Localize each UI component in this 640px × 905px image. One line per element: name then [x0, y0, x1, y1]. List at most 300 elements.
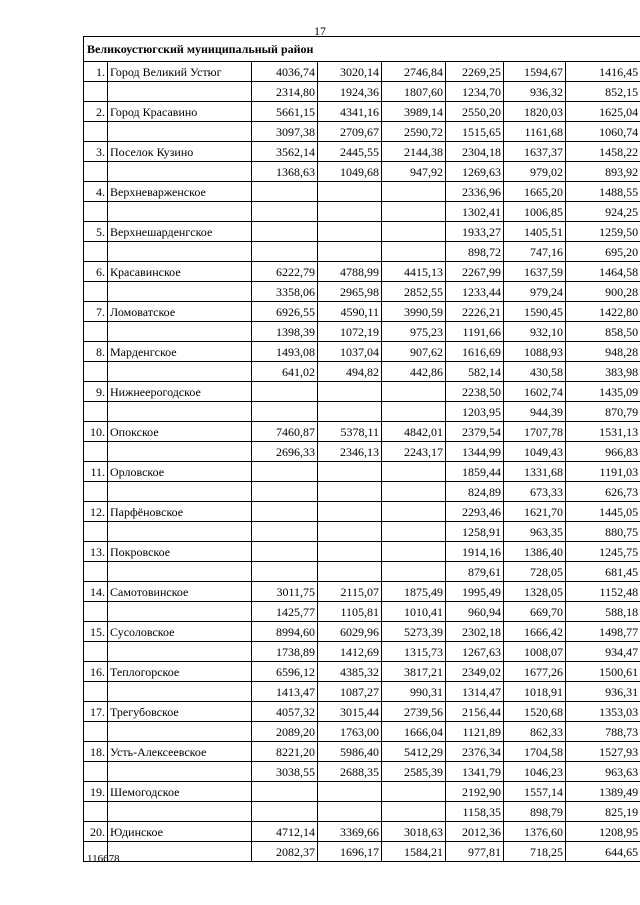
- value-cell: 1315,73: [382, 642, 446, 662]
- value-cell: 2585,39: [382, 762, 446, 782]
- value-cell: 2550,20: [446, 102, 504, 122]
- value-cell: 1161,68: [504, 122, 566, 142]
- value-cell: 1738,89: [252, 642, 318, 662]
- row-index: 18.: [84, 742, 108, 762]
- document-code: 116678: [87, 853, 120, 865]
- value-cell: 1416,45: [566, 62, 640, 82]
- settlement-name: [108, 562, 252, 582]
- value-cell: 2192,90: [446, 782, 504, 802]
- value-cell: 1413,47: [252, 682, 318, 702]
- value-cell: 862,33: [504, 722, 566, 742]
- page-number: 17: [314, 24, 326, 38]
- value-cell: [252, 382, 318, 402]
- table-row: [84, 462, 640, 482]
- value-cell: 1344,99: [446, 442, 504, 462]
- value-cell: 1621,70: [504, 502, 566, 522]
- settlement-name: Покровское: [108, 542, 252, 562]
- row-index: [84, 802, 108, 822]
- value-cell: [252, 182, 318, 202]
- value-cell: 2226,21: [446, 302, 504, 322]
- value-cell: [318, 222, 382, 242]
- value-cell: 979,24: [504, 282, 566, 302]
- value-cell: 641,02: [252, 362, 318, 382]
- value-cell: 1234,70: [446, 82, 504, 102]
- value-cell: 1245,75: [566, 542, 640, 562]
- row-index: 13.: [84, 542, 108, 562]
- value-cell: 582,14: [446, 362, 504, 382]
- settlement-name: Опокское: [108, 422, 252, 442]
- settlement-name: Юдинское: [108, 822, 252, 842]
- section-title: Великоустюгский муниципальный район: [84, 37, 640, 62]
- value-cell: 1203,95: [446, 402, 504, 422]
- value-cell: 1704,58: [504, 742, 566, 762]
- table-row: [84, 62, 640, 82]
- settlement-name: [108, 802, 252, 822]
- settlement-name: Орловское: [108, 462, 252, 482]
- table-row: [84, 182, 640, 202]
- value-cell: 1006,85: [504, 202, 566, 222]
- row-index: 6.: [84, 262, 108, 282]
- value-cell: 2302,18: [446, 622, 504, 642]
- settlement-name: [108, 162, 252, 182]
- table-row-secondary: [84, 562, 640, 582]
- value-cell: 2243,17: [382, 442, 446, 462]
- value-cell: [252, 202, 318, 222]
- value-cell: 4712,14: [252, 822, 318, 842]
- value-cell: [382, 182, 446, 202]
- value-cell: [252, 522, 318, 542]
- row-index: [84, 202, 108, 222]
- settlement-name: Самотовинское: [108, 582, 252, 602]
- value-cell: 2349,02: [446, 662, 504, 682]
- value-cell: 718,25: [504, 842, 566, 862]
- value-cell: 966,83: [566, 442, 640, 462]
- value-cell: 1191,66: [446, 322, 504, 342]
- value-cell: 1590,45: [504, 302, 566, 322]
- row-index: 17.: [84, 702, 108, 722]
- value-cell: 1527,93: [566, 742, 640, 762]
- value-cell: 1445,05: [566, 502, 640, 522]
- value-cell: 907,62: [382, 342, 446, 362]
- value-cell: 7460,87: [252, 422, 318, 442]
- value-cell: 1425,77: [252, 602, 318, 622]
- value-cell: [318, 782, 382, 802]
- value-cell: 747,16: [504, 242, 566, 262]
- table-row: [84, 662, 640, 682]
- value-cell: [318, 382, 382, 402]
- value-cell: 1087,27: [318, 682, 382, 702]
- value-cell: 2293,46: [446, 502, 504, 522]
- table-row: [84, 822, 640, 842]
- value-cell: [382, 202, 446, 222]
- value-cell: 430,58: [504, 362, 566, 382]
- tariff-table: [83, 36, 640, 862]
- value-cell: 900,28: [566, 282, 640, 302]
- value-cell: 6596,12: [252, 662, 318, 682]
- row-index: [84, 682, 108, 702]
- settlement-name: [108, 642, 252, 662]
- value-cell: 2115,07: [318, 582, 382, 602]
- value-cell: 2314,80: [252, 82, 318, 102]
- value-cell: 824,89: [446, 482, 504, 502]
- value-cell: 5986,40: [318, 742, 382, 762]
- value-cell: 898,79: [504, 802, 566, 822]
- section-header-row: [84, 37, 640, 62]
- value-cell: [252, 562, 318, 582]
- settlement-name: Шемогодское: [108, 782, 252, 802]
- row-index: [84, 82, 108, 102]
- value-cell: 1049,43: [504, 442, 566, 462]
- settlement-name: [108, 242, 252, 262]
- value-cell: [318, 462, 382, 482]
- value-cell: 1875,49: [382, 582, 446, 602]
- value-cell: [318, 242, 382, 262]
- settlement-name: Теплогорское: [108, 662, 252, 682]
- value-cell: [382, 462, 446, 482]
- table-row-secondary: [84, 842, 640, 862]
- value-cell: 932,10: [504, 322, 566, 342]
- value-cell: 5273,39: [382, 622, 446, 642]
- table-row: [84, 142, 640, 162]
- value-cell: [318, 502, 382, 522]
- value-cell: 1677,26: [504, 662, 566, 682]
- value-cell: 1584,21: [382, 842, 446, 862]
- row-index: [84, 522, 108, 542]
- row-index: 1.: [84, 62, 108, 82]
- value-cell: 979,02: [504, 162, 566, 182]
- value-cell: 947,92: [382, 162, 446, 182]
- settlement-name: [108, 722, 252, 742]
- value-cell: [382, 222, 446, 242]
- row-index: [84, 242, 108, 262]
- value-cell: 1594,67: [504, 62, 566, 82]
- value-cell: 880,75: [566, 522, 640, 542]
- value-cell: 2346,13: [318, 442, 382, 462]
- value-cell: 990,31: [382, 682, 446, 702]
- value-cell: [382, 522, 446, 542]
- row-index: 16.: [84, 662, 108, 682]
- settlement-name: [108, 402, 252, 422]
- value-cell: 2379,54: [446, 422, 504, 442]
- row-index: 4.: [84, 182, 108, 202]
- value-cell: 1807,60: [382, 82, 446, 102]
- value-cell: 5378,11: [318, 422, 382, 442]
- value-cell: [382, 502, 446, 522]
- value-cell: 669,70: [504, 602, 566, 622]
- value-cell: 5412,29: [382, 742, 446, 762]
- row-index: [84, 162, 108, 182]
- settlement-name: Красавинское: [108, 262, 252, 282]
- value-cell: 1302,41: [446, 202, 504, 222]
- value-cell: 1707,78: [504, 422, 566, 442]
- value-cell: 5661,15: [252, 102, 318, 122]
- table-row: [84, 102, 640, 122]
- value-cell: 2304,18: [446, 142, 504, 162]
- value-cell: 1820,03: [504, 102, 566, 122]
- value-cell: 1637,37: [504, 142, 566, 162]
- value-cell: 1515,65: [446, 122, 504, 142]
- value-cell: 1405,51: [504, 222, 566, 242]
- value-cell: 825,19: [566, 802, 640, 822]
- value-cell: 1859,44: [446, 462, 504, 482]
- value-cell: 2965,98: [318, 282, 382, 302]
- table-row: [84, 742, 640, 762]
- value-cell: [382, 482, 446, 502]
- row-index: 19.: [84, 782, 108, 802]
- settlement-name: Нижнеерогодское: [108, 382, 252, 402]
- table-row: [84, 622, 640, 642]
- settlement-name: [108, 282, 252, 302]
- value-cell: 1422,80: [566, 302, 640, 322]
- value-cell: 1121,89: [446, 722, 504, 742]
- table-row-secondary: [84, 642, 640, 662]
- table-row: [84, 422, 640, 442]
- settlement-name: [108, 522, 252, 542]
- value-cell: [252, 782, 318, 802]
- value-cell: 1435,09: [566, 382, 640, 402]
- table-row-secondary: [84, 122, 640, 142]
- table-row-secondary: [84, 802, 640, 822]
- value-cell: 588,18: [566, 602, 640, 622]
- row-index: [84, 642, 108, 662]
- row-index: 10.: [84, 422, 108, 442]
- value-cell: 2709,67: [318, 122, 382, 142]
- value-cell: [382, 802, 446, 822]
- table-row-secondary: [84, 282, 640, 302]
- table-row-secondary: [84, 762, 640, 782]
- value-cell: 1010,41: [382, 602, 446, 622]
- value-cell: [252, 502, 318, 522]
- value-cell: 1208,95: [566, 822, 640, 842]
- value-cell: 1018,91: [504, 682, 566, 702]
- table-row-secondary: [84, 442, 640, 462]
- row-index: [84, 282, 108, 302]
- value-cell: 1158,35: [446, 802, 504, 822]
- table-row: [84, 302, 640, 322]
- value-cell: 494,82: [318, 362, 382, 382]
- value-cell: 934,47: [566, 642, 640, 662]
- value-cell: [318, 482, 382, 502]
- table-row: [84, 222, 640, 242]
- value-cell: 4341,16: [318, 102, 382, 122]
- value-cell: 8994,60: [252, 622, 318, 642]
- value-cell: 2144,38: [382, 142, 446, 162]
- value-cell: 1072,19: [318, 322, 382, 342]
- value-cell: 3562,14: [252, 142, 318, 162]
- settlement-name: Марденгское: [108, 342, 252, 362]
- value-cell: 1933,27: [446, 222, 504, 242]
- value-cell: 1666,04: [382, 722, 446, 742]
- value-cell: [252, 462, 318, 482]
- value-cell: 2852,55: [382, 282, 446, 302]
- table-row-secondary: [84, 162, 640, 182]
- row-index: 11.: [84, 462, 108, 482]
- row-index: 7.: [84, 302, 108, 322]
- table-row: [84, 782, 640, 802]
- value-cell: 2746,84: [382, 62, 446, 82]
- settlement-name: Сусоловское: [108, 622, 252, 642]
- value-cell: 442,86: [382, 362, 446, 382]
- value-cell: 1046,23: [504, 762, 566, 782]
- value-cell: 1498,77: [566, 622, 640, 642]
- value-cell: 728,05: [504, 562, 566, 582]
- value-cell: 644,65: [566, 842, 640, 862]
- row-index: 12.: [84, 502, 108, 522]
- table-row: [84, 342, 640, 362]
- value-cell: [252, 402, 318, 422]
- row-index: [84, 442, 108, 462]
- row-index: [84, 322, 108, 342]
- value-cell: 1616,69: [446, 342, 504, 362]
- value-cell: [252, 802, 318, 822]
- table-row-secondary: [84, 322, 640, 342]
- value-cell: 1763,00: [318, 722, 382, 742]
- value-cell: 898,72: [446, 242, 504, 262]
- value-cell: 1191,03: [566, 462, 640, 482]
- row-index: [84, 122, 108, 142]
- value-cell: 6926,55: [252, 302, 318, 322]
- value-cell: [252, 542, 318, 562]
- settlement-name: Парфёновское: [108, 502, 252, 522]
- value-cell: 1267,63: [446, 642, 504, 662]
- table-row-secondary: [84, 522, 640, 542]
- value-cell: 1389,49: [566, 782, 640, 802]
- table-row-secondary: [84, 602, 640, 622]
- value-cell: 4036,74: [252, 62, 318, 82]
- value-cell: 1386,40: [504, 542, 566, 562]
- settlement-name: Поселок Кузино: [108, 142, 252, 162]
- value-cell: 1666,42: [504, 622, 566, 642]
- value-cell: 1233,44: [446, 282, 504, 302]
- value-cell: 3011,75: [252, 582, 318, 602]
- value-cell: 1625,04: [566, 102, 640, 122]
- value-cell: [382, 782, 446, 802]
- settlement-name: [108, 762, 252, 782]
- table-row: [84, 262, 640, 282]
- value-cell: 626,73: [566, 482, 640, 502]
- settlement-name: Трегубовское: [108, 702, 252, 722]
- value-cell: 4057,32: [252, 702, 318, 722]
- settlement-name: Верхнешарденгское: [108, 222, 252, 242]
- value-cell: 1008,07: [504, 642, 566, 662]
- value-cell: 4842,01: [382, 422, 446, 442]
- value-cell: [318, 522, 382, 542]
- settlement-name: [108, 442, 252, 462]
- row-index: 15.: [84, 622, 108, 642]
- table-row-secondary: [84, 202, 640, 222]
- value-cell: 695,20: [566, 242, 640, 262]
- value-cell: 1258,91: [446, 522, 504, 542]
- value-cell: 2336,96: [446, 182, 504, 202]
- value-cell: 3369,66: [318, 822, 382, 842]
- value-cell: 1995,49: [446, 582, 504, 602]
- value-cell: 1105,81: [318, 602, 382, 622]
- table-row-secondary: [84, 402, 640, 422]
- value-cell: 977,81: [446, 842, 504, 862]
- value-cell: 1341,79: [446, 762, 504, 782]
- value-cell: 1269,63: [446, 162, 504, 182]
- value-cell: 1060,74: [566, 122, 640, 142]
- settlement-name: [108, 682, 252, 702]
- value-cell: [318, 562, 382, 582]
- settlement-name: [108, 122, 252, 142]
- settlement-name: [108, 482, 252, 502]
- table-row: [84, 502, 640, 522]
- value-cell: [252, 222, 318, 242]
- value-cell: 960,94: [446, 602, 504, 622]
- row-index: 5.: [84, 222, 108, 242]
- table-row: [84, 582, 640, 602]
- value-cell: 1353,03: [566, 702, 640, 722]
- table-row: [84, 382, 640, 402]
- row-index: [84, 362, 108, 382]
- row-index: 9.: [84, 382, 108, 402]
- row-index: 14.: [84, 582, 108, 602]
- settlement-name: [108, 322, 252, 342]
- value-cell: 1924,36: [318, 82, 382, 102]
- value-cell: 1037,04: [318, 342, 382, 362]
- value-cell: 3018,63: [382, 822, 446, 842]
- value-cell: 1500,61: [566, 662, 640, 682]
- value-cell: 673,33: [504, 482, 566, 502]
- value-cell: 8221,20: [252, 742, 318, 762]
- settlement-name: Усть-Алексеевское: [108, 742, 252, 762]
- row-index: [84, 482, 108, 502]
- value-cell: 4385,32: [318, 662, 382, 682]
- value-cell: 1376,60: [504, 822, 566, 842]
- row-index: [84, 722, 108, 742]
- value-cell: [318, 402, 382, 422]
- value-cell: 2269,25: [446, 62, 504, 82]
- row-index: [84, 762, 108, 782]
- value-cell: 4415,13: [382, 262, 446, 282]
- value-cell: 1520,68: [504, 702, 566, 722]
- value-cell: 1665,20: [504, 182, 566, 202]
- row-index: [84, 602, 108, 622]
- table-row-secondary: [84, 722, 640, 742]
- value-cell: [252, 242, 318, 262]
- value-cell: 936,32: [504, 82, 566, 102]
- settlement-name: Город Великий Устюг: [108, 62, 252, 82]
- value-cell: 3989,14: [382, 102, 446, 122]
- value-cell: 2739,56: [382, 702, 446, 722]
- value-cell: 936,31: [566, 682, 640, 702]
- value-cell: [382, 542, 446, 562]
- table-row: [84, 542, 640, 562]
- table-row-secondary: [84, 362, 640, 382]
- row-index: [84, 562, 108, 582]
- value-cell: 1488,55: [566, 182, 640, 202]
- value-cell: 681,45: [566, 562, 640, 582]
- value-cell: 3015,44: [318, 702, 382, 722]
- table-row-secondary: [84, 242, 640, 262]
- value-cell: 1368,63: [252, 162, 318, 182]
- value-cell: 1602,74: [504, 382, 566, 402]
- value-cell: 2590,72: [382, 122, 446, 142]
- value-cell: 2696,33: [252, 442, 318, 462]
- value-cell: 963,35: [504, 522, 566, 542]
- value-cell: [382, 402, 446, 422]
- value-cell: 963,63: [566, 762, 640, 782]
- value-cell: 1331,68: [504, 462, 566, 482]
- value-cell: [318, 202, 382, 222]
- settlement-name: [108, 202, 252, 222]
- value-cell: 3817,21: [382, 662, 446, 682]
- value-cell: [318, 182, 382, 202]
- value-cell: 3097,38: [252, 122, 318, 142]
- settlement-name: Город Красавино: [108, 102, 252, 122]
- value-cell: 1493,08: [252, 342, 318, 362]
